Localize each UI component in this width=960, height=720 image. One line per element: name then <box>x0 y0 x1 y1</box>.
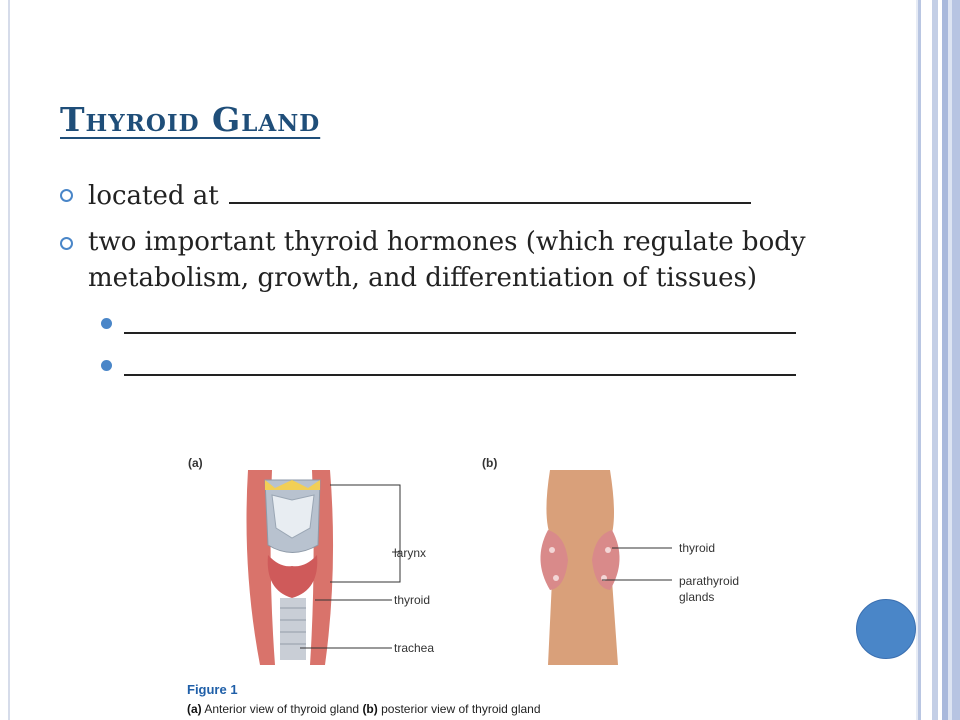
bullet-dot-icon <box>101 360 112 371</box>
bullet-ring-icon <box>60 237 73 250</box>
caption-b-text: posterior view of thyroid gland <box>381 702 541 716</box>
figure-title: Figure 1 <box>187 682 238 697</box>
caption-a-prefix: (a) <box>187 702 202 716</box>
label-larynx: larynx <box>394 546 427 560</box>
bullet-location-text: located at <box>88 181 219 211</box>
sub-bullet-blank-2 <box>60 348 830 388</box>
label-trachea: trachea <box>394 641 435 655</box>
fill-in-blank <box>124 306 796 334</box>
label-thyroid-a: thyroid <box>394 593 431 607</box>
label-parathyroid-line1: parathyroid <box>679 574 740 588</box>
thyroid-figure <box>180 450 780 720</box>
bullet-hormones <box>60 224 830 296</box>
left-frame-border <box>0 0 10 720</box>
slide-title: Thyroid Gland <box>60 100 321 139</box>
sub-bullet-blank-1 <box>60 306 830 346</box>
bullet-hormones-text: two important thyroid hormones (which regulate body metabolism, growth, and differentiation of tissues) <box>88 227 806 293</box>
bullet-location <box>60 176 830 214</box>
panel-b-label: (b) <box>482 456 498 470</box>
fill-in-blank <box>229 176 751 204</box>
bullet-list <box>60 176 830 388</box>
right-decorative-stripes <box>916 0 960 720</box>
decorative-circle <box>856 599 916 659</box>
fill-in-blank <box>124 348 796 376</box>
panel-a-label: (a) <box>188 456 203 470</box>
anterior-view-illustration <box>247 470 401 665</box>
posterior-view-illustration <box>540 470 672 665</box>
label-thyroid-b: thyroid <box>679 541 716 555</box>
figure-caption <box>187 702 541 716</box>
bullet-dot-icon <box>101 318 112 329</box>
thyroid-illustration <box>180 450 780 680</box>
caption-a-text: Anterior view of thyroid gland <box>204 702 360 716</box>
label-parathyroid-line2: glands <box>679 590 715 604</box>
caption-b-prefix: (b) <box>362 702 378 716</box>
bullet-ring-icon <box>60 189 73 202</box>
